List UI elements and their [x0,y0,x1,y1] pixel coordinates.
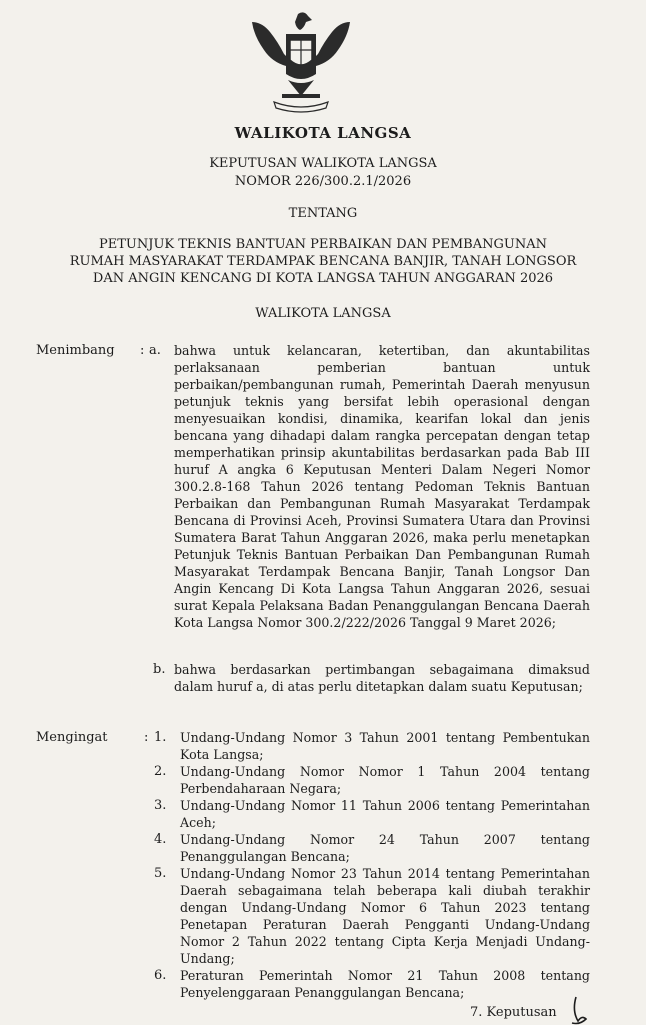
menimbang-item-b: bahwa berdasarkan pertimbangan sebagaimana dimaksud dalam huruf a, di atas perlu ditetapkan dalam suatu Keputusan; [174,662,590,694]
subject-line: PETUNJUK TEKNIS BANTUAN PERBAIKAN DAN PEMBANGUNAN [99,237,547,252]
authority-heading: WALIKOTA LANGSA [255,306,391,321]
menimbang-colon: : [140,343,145,358]
mengingat-label: Mengingat [36,730,108,745]
menimbang-marker-b: b. [153,662,166,677]
menimbang-item-a: bahwa untuk kelancaran, ketertiban, dan akuntabilitas perlaksanaan pemberian bantuan untuk perbaikan/pembangunan rumah, Pemerintah Daerah menyusun petunjuk teknis yang bersifat lebih operasional dengan menyesuaikan kondisi, dinamika, kearifan lokal dan jenis bencana yang dihadapi dalam rangka percepatan dengan tetap memperhatikan prinsip akuntabilitas berdasarkan pada Bab III huruf A angka 6 Keputusan Menteri Dalam Negeri Nomor 300.2.8-168 Tahun 2026 tentang Pedoman Teknis Bantuan Perbaikan dan Pembangunan Rumah Masyarakat Terdampak Bencana di Provinsi Aceh, Provinsi Sumatera Utara dan Provinsi Sumatera Barat Tahun Anggaran 2026, maka perlu menetapkan Petunjuk Teknis Bantuan Perbaikan Dan Pembangunan Rumah Masyarakat Terdampak Bencana Banjir, Tanah Longsor Dan Angin Kencang Di Kota Langsa Tahun Anggaran 2026, sesuai surat Kepala Pelaksana Badan Penanggulangan Bencana Daerah Kota Langsa Nomor 300.2/222/2026 Tanggal 9 Maret 2026; [174,343,590,630]
mengingat-item: Undang-Undang Nomor 11 Tahun 2006 tentang Pemerintahan Aceh; [180,798,590,830]
decree-subject [0,236,646,287]
next-page-marker: 7. Keputusan [470,1005,557,1020]
mengingat-item: Undang-Undang Nomor 24 Tahun 2007 tentang Penanggulangan Bencana; [180,832,590,864]
garuda-emblem-icon [246,8,356,116]
subject-line: RUMAH MASYARAKAT TERDAMPAK BENCANA BANJIR, TANAH LONGSOR [69,254,577,269]
menimbang-label: Menimbang [36,343,115,358]
subject-line: DAN ANGIN KENCANG DI KOTA LANGSA TAHUN ANGGARAN 2026 [92,271,554,286]
tentang-heading: TENTANG [288,206,358,221]
mengingat-marker: 3. [154,798,167,813]
mengingat-marker: 6. [154,968,167,983]
mengingat-item: Undang-Undang Nomor 23 Tahun 2014 tentang Pemerintahan Daerah sebagaimana telah beberapa kali diubah terakhir dengan Undang-Undang Nomor 6 Tahun 2023 tentang Penetapan Peraturan Daerah Pengganti Undang-Undang Nomor 2 Tahun 2022 tentang Cipta Kerja Menjadi Undang-Undang; [180,866,590,966]
mengingat-item: Peraturan Pemerintah Nomor 21 Tahun 2008 tentang Penyelenggaraan Penanggulangan Bencana; [180,968,590,1000]
mengingat-colon: : [144,730,149,745]
mengingat-marker: 4. [154,832,167,847]
mengingat-marker: 5. [154,866,167,881]
decree-type: KEPUTUSAN WALIKOTA LANGSA [209,156,437,171]
paraf-signature-icon [548,995,608,1025]
mengingat-item: Undang-Undang Nomor 3 Tahun 2001 tentang Pembentukan Kota Langsa; [180,730,590,762]
mengingat-item: Undang-Undang Nomor Nomor 1 Tahun 2004 tentang Perbendaharaan Negara; [180,764,590,796]
menimbang-marker-a: a. [149,343,161,358]
mengingat-marker: 1. [154,730,167,745]
decree-number: NOMOR 226/300.2.1/2026 [234,174,412,189]
document-title: WALIKOTA LANGSA [234,124,412,142]
mengingat-marker: 2. [154,764,167,779]
